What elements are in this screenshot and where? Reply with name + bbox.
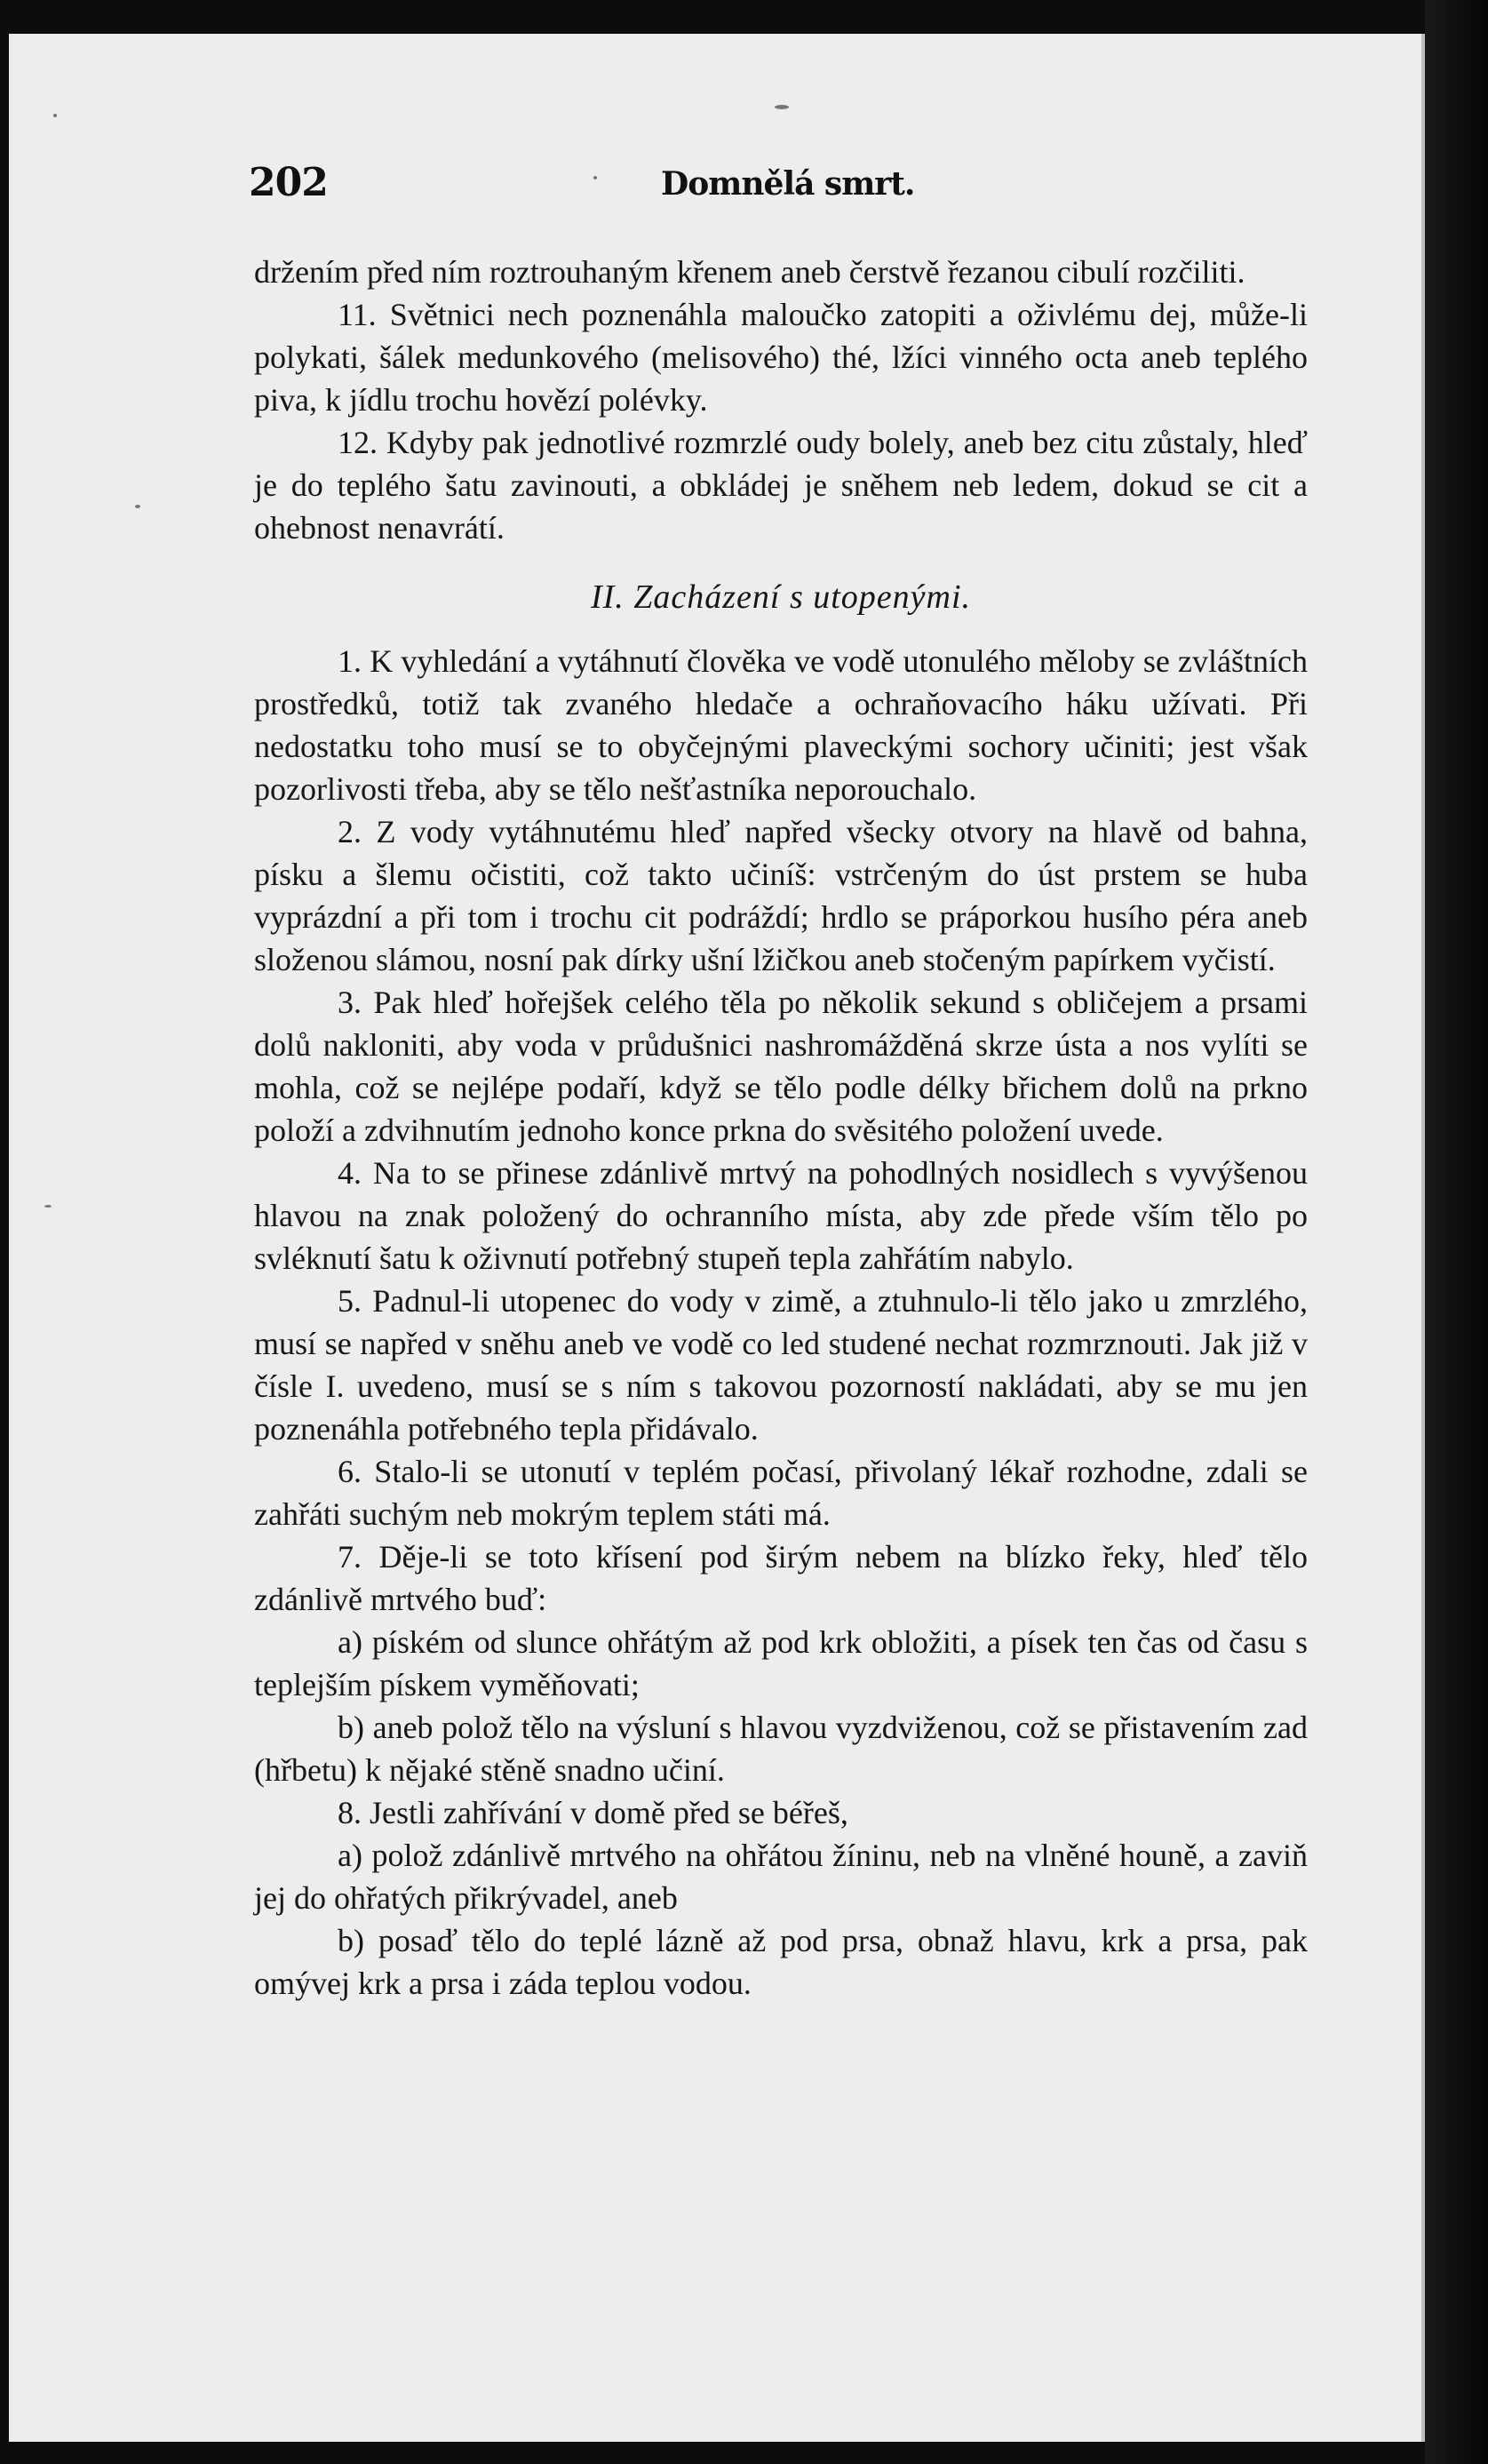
paragraph: 11. Světnici nech poznenáhla maloučko zatopiti a oživlému dej, může-li polykati, šálek medunkového (melisového) thé, lžíci vinného octa aneb teplého piva, k jídlu trochu hovězí polévky. [254, 297, 1308, 418]
paragraph: b) aneb polož tělo na výsluní s hlavou vyzdviženou, což se přistavením zad (hřbetu) k nějaké stěně snadno učiní. [254, 1710, 1308, 1788]
paragraph: 7. Děje-li se toto křísení pod širým nebem na blízko řeky, hleď tělo zdánlivě mrtvého buď: [254, 1539, 1308, 1617]
paragraph: 2. Z vody vytáhnutému hleď napřed všecky otvory na hlavě od bahna, písku a šlemu očistiti, což takto učiníš: vstrčeným do úst prstem se huba vyprázdní a při tom i trochu cit podráždí; hrdlo se práporkou husího péra aneb složenou slámou, nosní pak dírky ušní lžičkou aneb stočeným papírkem vyčistí. [254, 814, 1308, 977]
scan-edge [1425, 0, 1488, 2464]
page-header [242, 160, 1317, 213]
paragraph: 12. Kdyby pak jednotlivé rozmrzlé oudy bolely, aneb bez citu zůstaly, hleď je do teplého šatu zavinouti, a obkládej je sněhem neb ledem, dokud se cit a ohebnost nenavrátí. [254, 425, 1308, 546]
scan-speck [775, 105, 789, 109]
scan-speck [135, 505, 140, 508]
paragraph: a) polož zdánlivě mrtvého na ohřátou žíninu, neb na vlněné houně, a zaviň jej do ohřatých přikrývadel, aneb [254, 1838, 1308, 1916]
section-heading: II. Zacházení s utopenými. [590, 578, 972, 616]
paragraph: 1. K vyhledání a vytáhnutí člověka ve vodě utonulého měloby se zvláštních prostředků, totiž tak zvaného hledače a ochraňovacího háku užívati. Při nedostatku toho musí se to obyčejnými plaveckými sochory učiniti; jest však pozorlivosti třeba, aby se tělo nešťastníka neporouchalo. [254, 643, 1308, 807]
paragraph: 5. Padnul-li utopenec do vody v zimě, a ztuhnulo-li tělo jako u zmrzlého, musí se napřed v sněhu aneb ve vodě co led studené nechat rozmrznouti. Jak již v čísle I. uvedeno, musí se s ním s takovou pozorností nakládati, aby se mu jen poznenáhla potřebného tepla přidávalo. [254, 1283, 1308, 1447]
paragraph: 4. Na to se přinese zdánlivě mrtvý na pohodlných nosidlech s vyvýšenou hlavou na znak položený do ochranního místa, aby zde přede vším tělo po svléknutí šatu k oživnutí potřebný stupeň tepla zahřátím nabylo. [254, 1155, 1308, 1276]
running-title: Domnělá smrt. [661, 165, 915, 203]
paragraph: 8. Jestli zahřívání v domě před se béřeš, [338, 1795, 848, 1830]
page-number: 202 [249, 160, 328, 205]
paragraph: b) posaď tělo do teplé lázně až pod prsa, obnaž hlavu, krk a prsa, pak omývej krk a prsa i záda teplou vodou. [254, 1923, 1308, 2001]
scan-speck [44, 1205, 52, 1208]
paragraph: 6. Stalo-li se utonutí v teplém počasí, přivolaný lékař rozhodne, zdali se zahřáti suchým neb mokrým teplem státi má. [254, 1454, 1308, 1532]
paragraph: 3. Pak hleď hořejšek celého těla po několik sekund s obličejem a prsami dolů nakloniti, aby voda v průdušnici nashromážděná skrze ústa a nos vylíti se mohla, což se nejlépe podaří, když se tělo podle délky břichem dolů na prkno položí a zdvihnutím jednoho konce prkna do svěsitého položení uvede. [254, 985, 1308, 1148]
scan-speck [593, 176, 597, 179]
paragraph: a) píském od slunce ohřátým až pod krk obložiti, a písek ten čas od času s teplejším pískem vyměňovati; [254, 1624, 1308, 1702]
body-text [254, 251, 1308, 2005]
scan-speck [53, 114, 57, 117]
paragraph: držením před ním roztrouhaným křenem aneb čerstvě řezanou cibulí rozčiliti. [254, 254, 1245, 290]
